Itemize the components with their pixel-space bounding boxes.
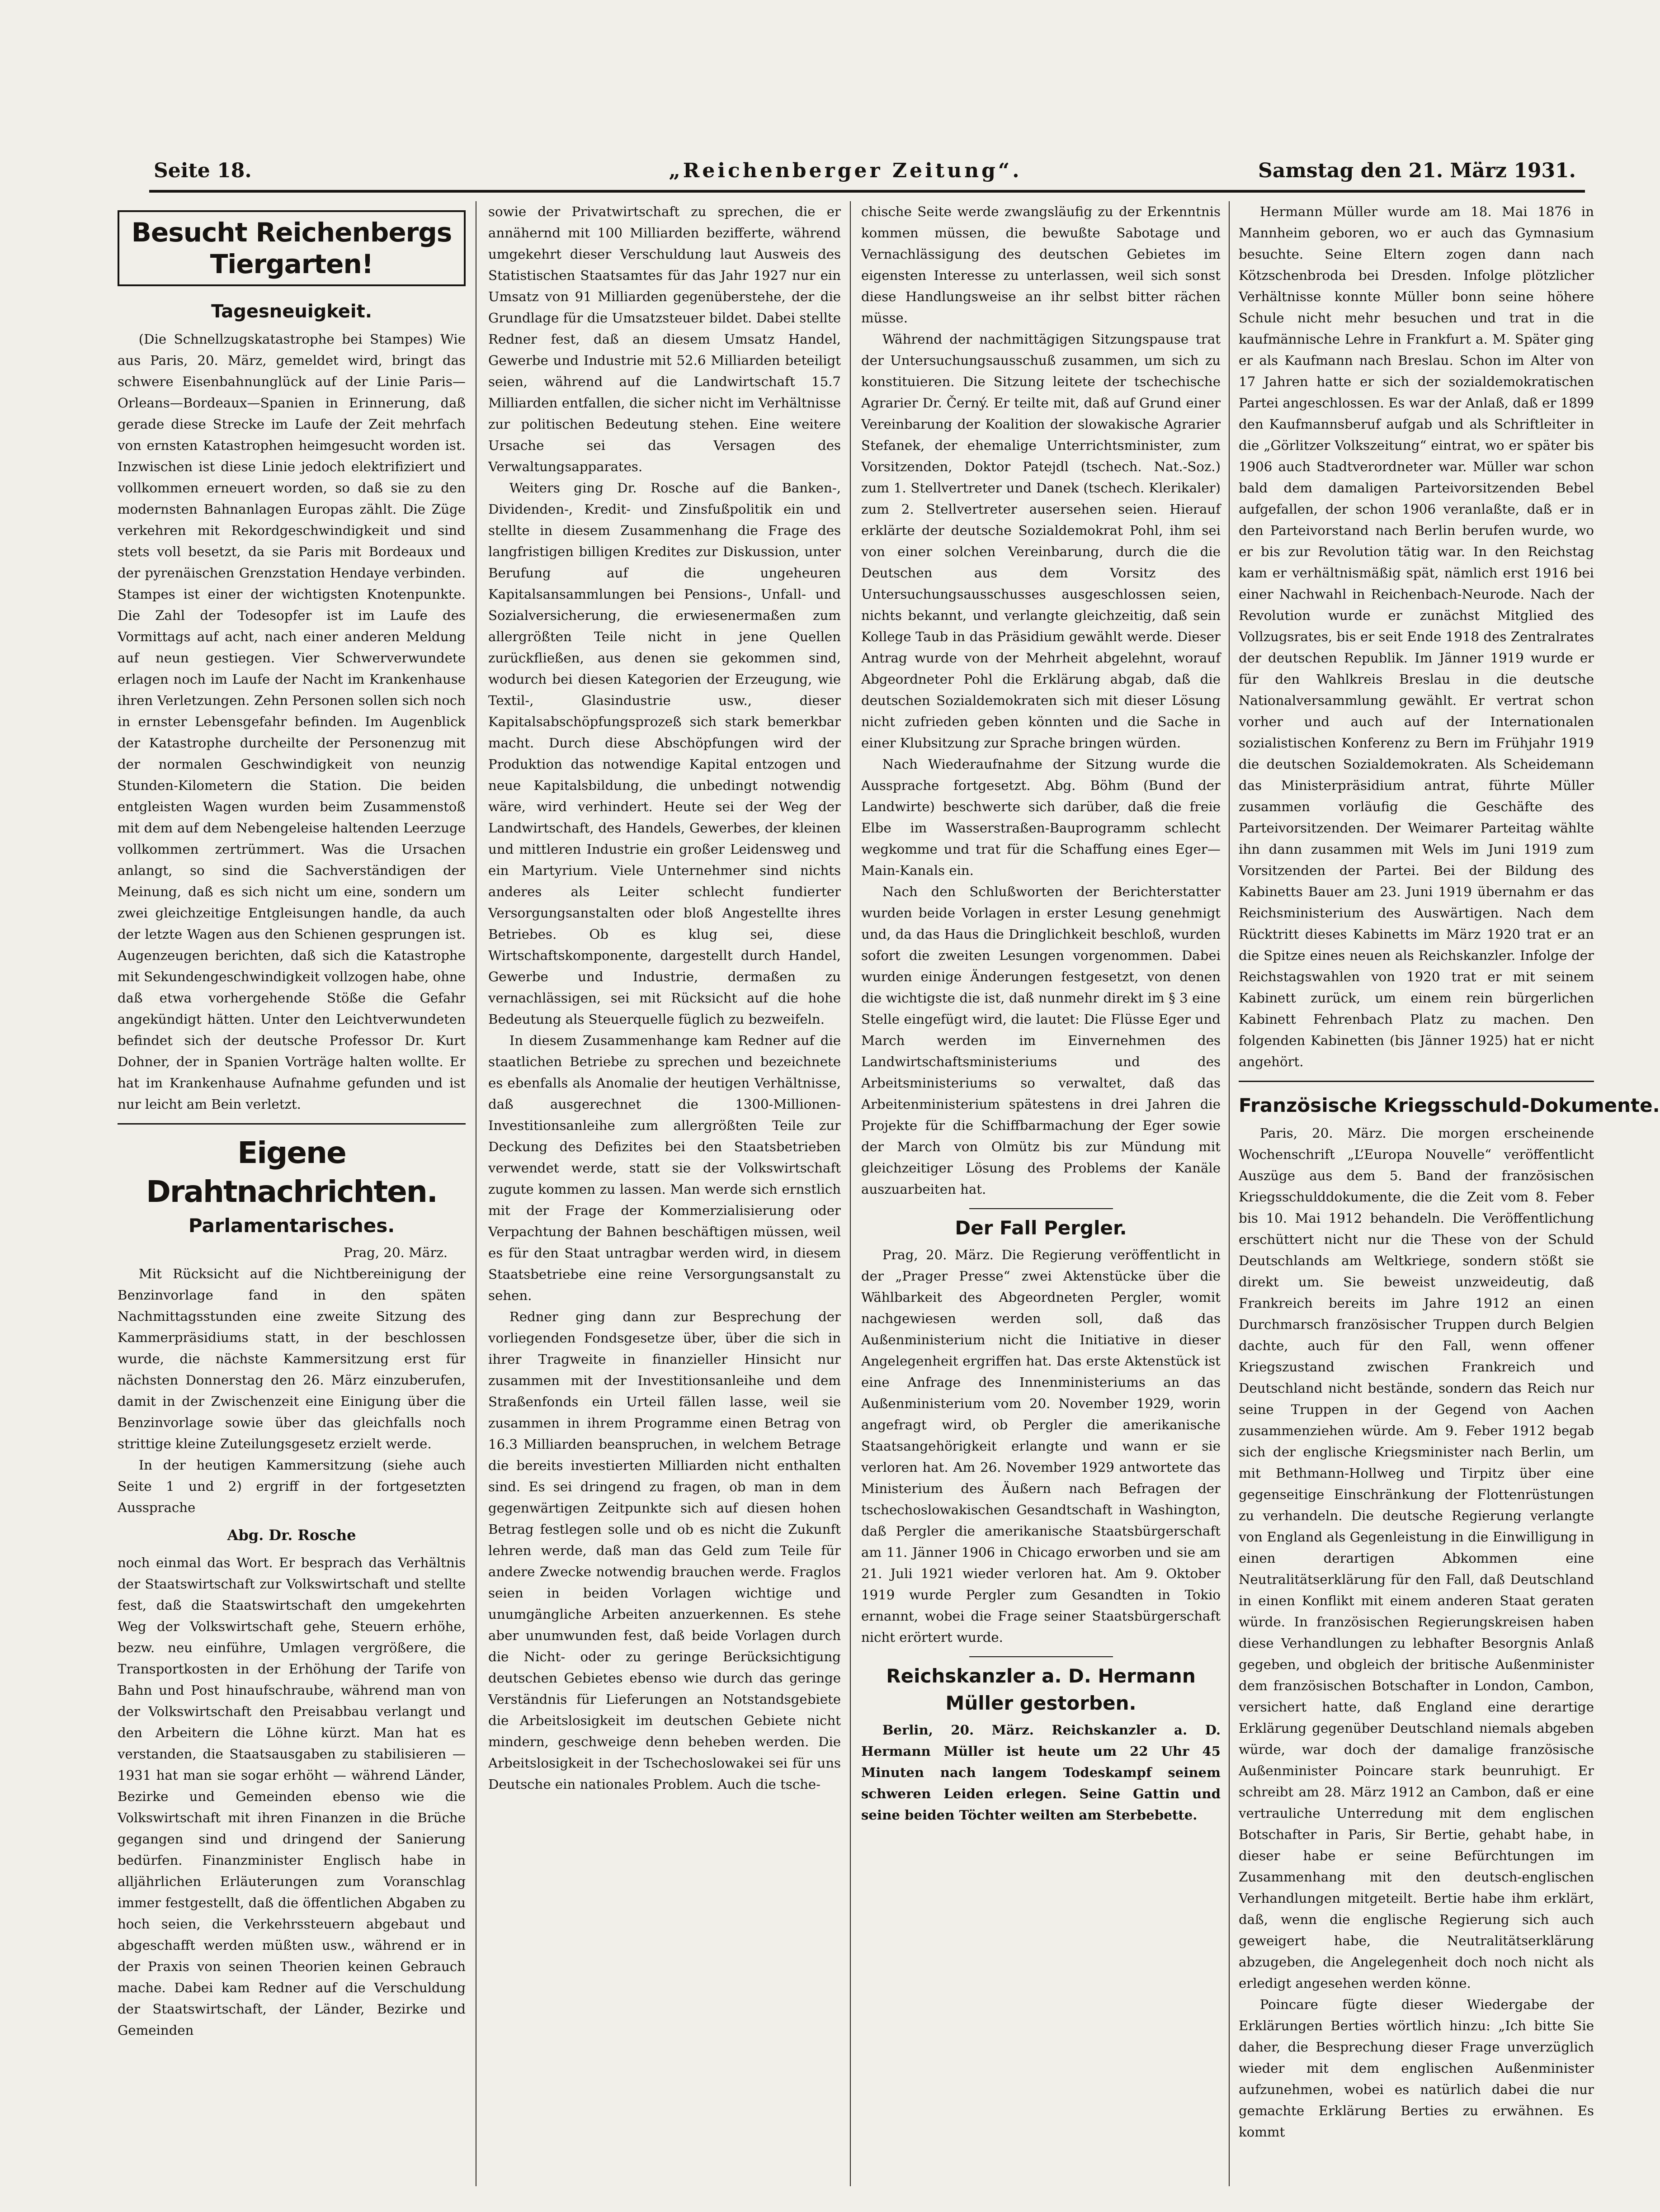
column-1 [118, 201, 466, 2186]
article-paragraph: In der heutigen Kammersitzung (siehe auch Seite 1 und 2) ergriff in der fortgesetzten Aussprache [118, 1457, 466, 1515]
column-divider [850, 201, 851, 2186]
column-2 [488, 201, 841, 2186]
newspaper-name: „Reichenberger Zeitung“. [669, 159, 1022, 182]
article-paragraph: Redner ging dann zur Besprechung der vorliegenden Fondsgesetze über, über die sich in ihrer Tragweite in finanzieller Hinsicht nur zusammen mit der Investitionsanleihe und dem Straßenfonds ein Urteil fällen lasse, weil sie zusammen in ihrem Programme einen Betrag von 16.3 Milliarden beanspruchen, in welchem Betrage die bereits investierten Milliarden nicht enthalten sind. Es sei dringend zu fragen, ob man in dem gegenwärtigen Zeitpunkte sich auf diesen hohen Betrag festlegen solle und ob es nicht die Zukunft lehren werde, daß man das Geld zum Teile für andere Zwecke notwendig brauchen werde. Fraglos seien in beiden Vorlagen wichtige und unumgängliche Arbeiten anzuerkennen. Es stehe aber unumwunden fest, daß beide Vorlagen durch die Nicht- oder zu geringe Berücksichtigung deutschen Gebietes ebenso wie durch das geringe Verständnis für Lieferungen an Notstandsgebiete die Arbeitslosigkeit im deutschen Gebiete nicht mindern, geschweige denn beheben werden. Die Arbeitslosigkeit in der Tschechoslowakei sei für uns Deutsche ein nationales Problem. Auch die tsche- [488, 1309, 841, 1792]
article-paragraph: (Die Schnellzugskatastrophe bei Stampes) Wie aus Paris, 20. März, gemeldet wird, bringt das schwere Eisenbahnunglück auf der Linie Paris—Orleans—Bordeaux—Spanien in Erinnerung, daß gerade diese Strecke im Laufe der Zeit mehrfach von ernsten Katastrophen heimgesucht worden ist. Inzwischen ist diese Linie jedoch elektrifiziert und vollkommen erneuert worden, so daß sie zu den modernsten Bahnanlagen Europas zählt. Die Züge verkehren mit Rekordgeschwindigkeit und sind stets voll besetzt, da sie Paris mit Bordeaux und der pyrenäischen Grenzstation Hendaye verbinden. Stampes ist einer der wichtigsten Knotenpunkte. Die Zahl der Todesopfer ist im Laufe des Vormittags auf acht, nach einer anderen Meldung auf neun gestiegen. Vier Schwerverwundete erlagen noch im Laufe der Nacht im Krankenhause ihren Verletzungen. Zehn Personen sollen sich noch in ernster Lebensgefahr befinden. Im Augenblick der Katastrophe durcheilte der Personenzug mit der normalen Geschwindigkeit von neunzig Stunden-Kilometern die Station. Die beiden entgleisten Wagen wurden beim Zusammenstoß mit dem auf dem Nebengeleise haltenden Leerzuge vollkommen zertrümmert. Was die Ursachen anlangt, so sind die Sachverständigen der Meinung, daß es sich nicht um eine, sondern um zwei gleichzeitige Entgleisungen handle, da auch der letzte Wagen aus den Schienen gesprungen ist. Augenzeugen berichten, daß sich die Katastrophe mit Sekundengeschwindigkeit vollzogen habe, ohne daß etwa vorhergehende Stöße die Gefahr angekündigt hätten. Unter den Leichtverwundeten befindet sich der deutsche Professor Dr. Kurt Dohner, der in Spanien Vorträge halten wollte. Er hat im Krankenhause Aufnahme gefunden und ist nur leicht am Bein verletzt. [118, 331, 466, 1112]
section-heading: Eigene Drahtnachrichten. [146, 1135, 437, 1209]
article-title: Reichskanzler a. D. Hermann Müller gestorben. [886, 1665, 1196, 1714]
article-title: Französische Kriegsschuld-Dokumente. [1239, 1094, 1660, 1116]
section-subheading: Parlamentarisches. [188, 1215, 395, 1237]
column-divider [1229, 201, 1230, 2186]
article-title: Der Fall Pergler. [955, 1217, 1127, 1239]
column-4 [1239, 201, 1660, 2186]
article-paragraph: Weiters ging Dr. Rosche auf die Banken-, Dividenden-, Kredit- und Zinsfußpolitik ein und stellte in diesem Zusammenhang die Frage des langfristigen billigen Kredites zur Diskussion, unter Berufung auf die ungeheuren Kapitalsansammlungen bei Pensions-, Unfall- und Sozialversicherung, die erwiesenermaßen zum allergrößten Teile nicht in jene Quellen zurückfließen, aus denen sie gekommen sind, wodurch bei diesen Kategorien der Erzeugung, wie Textil-, Glasindustrie usw., dieser Kapitalsabschöpfungsprozeß sich stark bemerkbar macht. Durch diese Abschöpfungen wird der Produktion das notwendige Kapital entzogen und neue Kapitalsbildung, die unbedingt notwendig wäre, wird verhindert. Heute sei der Weg der Landwirtschaft, des Handels, Gewerbes, der kleinen und mittleren Industrie ein großer Leidensweg und ein Martyrium. Viele Unternehmer sind nichts anderes als Leiter schlecht fundierter Versorgungsanstalten oder bloß Angestellte ihres Betriebes. Ob es klug sei, diese Wirtschaftskomponente, dargestellt durch Handel, Gewerbe und Industrie, dermaßen zu vernachlässigen, sei mit Rücksicht auf die hohe Bedeutung als Steuerquelle füglich zu bezweifeln. [488, 480, 841, 1027]
article-paragraph: In diesem Zusammenhange kam Redner auf die staatlichen Betriebe zu sprechen und bezeichnete es ebenfalls als Anomalie der heutigen Verhältnisse, daß ausgerechnet die 1300-Millionen-Investitionsanleihe zum allergrößten Teile zur Deckung des Defizites bei den Staatsbetrieben verwendet werde, statt sie der Volkswirtschaft zugute kommen zu lassen. Man werde sich ernstlich mit der Frage der Kommerzialisierung oder Verpachtung der Bahnen beschäftigen müssen, weil es für den Staat untragbar werden wird, in diesem Staatsbetriebe eine reine Versorgungsanstalt zu sehen. [488, 1033, 841, 1303]
article-paragraph: Berlin, 20. März. Reichskanzler a. D. Hermann Müller ist heute um 22 Uhr 45 Minuten nach langem Todeskampf seinem schweren Leiden erlegen. Seine Gattin und seine beiden Töchter weilten am Sterbebette. [861, 1722, 1221, 1823]
section-title: Tagesneuigkeit. [211, 301, 372, 322]
issue-date: Samstag den 21. März 1931. [1258, 159, 1576, 182]
separator [969, 1656, 1113, 1657]
article-paragraph: Hermann Müller wurde am 18. Mai 1876 in Mannheim geboren, wo er auch das Gymnasium besuchte. Seine Eltern zogen dann nach Kötzschenbroda bei Dresden. Infolge plötzlicher Verhältnisse konnte Müller bonn seine höhere Schule nicht mehr besuchen und trat in die kaufmännische Lehre in Frankfurt a. M. Später ging er als Kaufmann nach Breslau. Schon im Alter von 17 Jahren hatte er sich der sozialdemokratischen Partei angeschlossen. Es war der Anlaß, daß er 1899 den Kaufmannsberuf aufgab und als Schriftleiter in die „Görlitzer Volkszeitung“ eintrat, wo er später bis 1906 auch Stadtverordneter war. Müller war schon bald dem damaligen Parteivorsitzenden Bebel aufgefallen, der schon 1906 veranlaßte, daß er in den Parteivorstand nach Berlin berufen wurde, wo er bis zur Revolution tätig war. In den Reichstag kam er verhältnismäßig spät, nämlich erst 1916 bei einer Nachwahl in Reichenbach-Neurode. Nach der Revolution wurde er zunächst Mitglied des Vollzugsrates, bis er seit Ende 1918 des Zentralrates der deutschen Republik. Im Jänner 1919 wurde er für den Wahlkreis Breslau in die deutsche Nationalversammlung gewählt. Er vertrat schon vorher und auch auf der Internationalen sozialistischen Konferenz zu Bern im Frühjahr 1919 die deutschen Sozialdemokraten. Als Scheidemann das Ministerpräsidium antrat, führte Müller zusammen vorläufig die Geschäfte des Parteivorsitzenden. Der Weimarer Parteitag wählte ihn dann zusammen mit Wels im Juni 1919 zum Vorsitzenden der Partei. Bei der Bildung des Kabinetts Bauer am 23. Juni 1919 übernahm er das Reichsministerium des Auswärtigen. Nach dem Rücktritt dieses Kabinetts im März 1920 trat er an die Spitze eines neuen als Reichskanzler. Infolge der Reichstagswahlen von 1920 trat er mit seinem Kabinett zurück, um einem rein bürgerlichen Kabinett Fehrenbach Platz zu machen. Den folgenden Kabinetten (bis Jänner 1925) hat er nicht angehört. [1239, 204, 1594, 1069]
dateline: Prag, 20. März. [344, 1245, 448, 1260]
article-paragraph: chische Seite werde zwangsläufig zu der Erkenntnis kommen müssen, die bewußte Sabotage und Vernachlässigung des deutschen Gebietes im eigensten Interesse zu unterlassen, weil sich sonst diese Handlungsweise an ihr selbst bitter rächen müsse. [861, 204, 1221, 326]
article-paragraph: Prag, 20. März. Die Regierung veröffentlicht in der „Prager Presse“ zwei Aktenstücke über die Wählbarkeit des Abgeordneten Pergler, womit nachgewiesen werden soll, daß das Außenministerium nicht die Initiative in dieser Angelegenheit ergriffen hat. Das erste Aktenstück ist eine Anfrage des Innenministeriums an das Außenministerium vom 20. November 1929, worin angefragt wird, ob Pergler die amerikanische Staatsangehörigkeit erlangte und wann er sie verloren hat. Am 26. November 1929 antwortete das Ministerium des Äußern nach Befragen der tschechoslowakischen Gesandtschaft in Washington, daß Pergler die amerikanische Staatsbürgerschaft am 11. Jänner 1906 in Chicago erworben und sie am 21. Juli 1921 wieder verloren hat. Am 9. Oktober 1919 wurde Pergler zum Gesandten in Tokio ernannt, wobei die Frage seiner Staatsbürgerschaft nicht erörtert wurde. [861, 1247, 1221, 1645]
speaker-name: Abg. Dr. Rosche [227, 1527, 356, 1544]
separator [118, 1123, 466, 1125]
article-paragraph: Mit Rücksicht auf die Nichtbereinigung der Benzinvorlage fand in den späten Nachmittagsstunden eine zweite Sitzung des Kammerpräsidiums statt, in der beschlossen wurde, die nächste Kammersitzung erst für nächsten Donnerstag den 26. März einzuberufen, damit in der Zwischenzeit eine Einigung über die Benzinvorlage sowie über das gleichfalls noch strittige kleine Zuteilungsgesetz erzielt werde. [118, 1266, 466, 1451]
article-paragraph: Während der nachmittägigen Sitzungspause trat der Untersuchungsausschuß zusammen, um sich zu konstituieren. Die Sitzung leitete der tschechische Agrarier Dr. Černý. Er teilte mit, daß auf Grund einer Vereinbarung der Koalition der slowakische Agrarier Stefanek, der ehemalige Unterrichtsminister, zum Vorsitzenden, Doktor Patejdl (tschech. Nat.-Soz.) zum 1. Stellvertreter und Danek (tschech. Klerikaler) zum 2. Stellvertreter ausersehen seien. Hierauf erklärte der deutsche Sozialdemokrat Pohl, ihm sei von einer solchen Vereinbarung, durch die die Deutschen aus dem Vorsitz des Untersuchungsausschusses ausgeschlossen seien, nichts bekannt, und verlangte gleichzeitig, daß sein Kollege Taub in das Präsidium gewählt werde. Dieser Antrag wurde von der Mehrheit abgelehnt, worauf Abgeordneter Pohl die Erklärung abgab, daß die deutschen Sozialdemokraten sich mit dieser Lösung nicht zufrieden geben könnten und die Sache in einer Klubsitzung zur Sprache bringen würden. [861, 331, 1221, 751]
article-paragraph: sowie der Privatwirtschaft zu sprechen, die er annähernd mit 100 Milliarden bezifferte, während umgekehrt dieser Verschuldung laut Ausweis des Statistischen Staatsamtes für das Jahr 1927 nur ein Umsatz von 91 Milliarden gegenüberstehe, der die Grundlage für die Umsatzsteuer bildet. Dabei stellte Redner fest, daß an diesem Umsatz Handel, Gewerbe und Industrie mit 52.6 Milliarden beteiligt seien, während auf die Landwirtschaft 15.7 Milliarden entfallen, die sicher nicht im Verhältnisse zur politischen Bedeutung stehen. Eine weitere Ursache sei das Versagen des Verwaltungsapparates. [488, 204, 841, 474]
header-rule [149, 190, 1585, 193]
article-paragraph: Paris, 20. März. Die morgen erscheinende Wochenschrift „L’Europa Nouvelle“ veröffentlicht Auszüge aus dem 5. Band der französischen Kriegsschulddokumente, die die Zeit vom 8. Feber bis 10. Mai 1912 behandeln. Die Veröffentlichung erschüttert nicht nur die These von der Schuld Deutschlands am Weltkriege, sondern stößt sie direkt um. Sie beweist unzweideutig, daß Frankreich bereits im Jahre 1912 an einen Durchmarsch französischer Truppen durch Belgien dachte, auch für den Fall, wenn offener Kriegszustand zwischen Frankreich und Deutschland nicht bestände, sondern das Reich nur seine Truppen in der Gegend von Aachen zusammenziehen würde. Am 9. Feber 1912 begab sich der englische Kriegsminister nach Berlin, um mit Bethmann-Hollweg und Tirpitz über eine gegenseitige Einschränkung der Flottenrüstungen zu verhandeln. Die deutsche Regierung verlangte von England als Gegenleistung in die Einwilligung in einen derartigen Abkommen eine Neutralitätserklärung für den Fall, daß Deutschland in einen Konflikt mit einem anderen Staat geraten würde. In französischen Regierungskreisen haben diese Verhandlungen zu lebhafter Besorgnis Anlaß gegeben, und obgleich der britische Außenminister dem französischen Botschafter in London, Cambon, versichert hatte, daß England eine derartige Erklärung gegenüber Deutschland niemals abgeben würde, war doch der damalige französische Außenminister Poincare stark beunruhigt. Er schreibt am 28. März 1912 an Cambon, daß er eine vertrauliche Unterredung mit dem englischen Botschafter in Paris, Sir Bertie, gehabt habe, in dieser habe er seine Befürchtungen im Zusammenhang mit den deutsch-englischen Verhandlungen mitgeteilt. Bertie habe ihm erklärt, daß, wenn die englische Regierung sich auch geweigert habe, die Neutralitätserklärung abzugeben, die Angelegenheit doch noch nicht als erledigt angesehen werden könne. [1239, 1125, 1594, 1991]
separator [1239, 1081, 1594, 1082]
zoo-advertisement: Besucht Reichenbergs Tiergarten! [118, 210, 466, 286]
article-paragraph: Poincare fügte dieser Wiedergabe der Erklärungen Berties wörtlich hinzu: „Ich bitte Sie daher, die Besprechung dieser Frage unverzüglich wieder mit dem englischen Außenminister aufzunehmen, wobei es natürlich dabei die nur gemachte Erklärung Berties zu erwähnen. Es kommt [1239, 1997, 1594, 2140]
article-paragraph: Nach den Schlußworten der Berichterstatter wurden beide Vorlagen in erster Lesung genehmigt und, da das Haus die Dringlichkeit beschloß, wurden sofort die zweiten Lesungen vorgenommen. Dabei wurden einige Änderungen festgesetzt, von denen die wichtigste die ist, daß nunmehr direkt im § 3 eine Stelle eingefügt wird, die lautet: Die Flüsse Eger und March werden im Einvernehmen des Landwirtschaftsministeriums und des Arbeitsministeriums so verwaltet, daß das Arbeitenministerium spätestens in drei Jahren die Projekte für die Schiffbarmachung der Eger sowie der March von Olmütz bis zur Mündung mit gleichzeitiger Lösung des Problems der Kanäle auszuarbeiten hat. [861, 884, 1221, 1197]
article-paragraph: Nach Wiederaufnahme der Sitzung wurde die Aussprache fortgesetzt. Abg. Böhm (Bund der Landwirte) beschwerte sich darüber, daß die freie Elbe im Wasserstraßen-Bauprogramm schlecht wegkomme und trat für die Schaffung eines Eger—Main-Kanals ein. [861, 756, 1221, 878]
page-number: Seite 18. [154, 159, 252, 182]
column-3 [861, 201, 1221, 2186]
separator [969, 1208, 1113, 1209]
article-paragraph: noch einmal das Wort. Er besprach das Verhältnis der Staatswirtschaft zur Volkswirtschaft und stellte fest, daß die Staatswirtschaft den umgekehrten Weg der Volkswirtschaft gehe, Steuern erhöhe, bezw. neu einführe, Umlagen vergrößere, die Transportkosten in der Erhöhung der Tarife von Bahn und Post hinaufschraube, während man von der Volkswirtschaft den Preisabbau verlangt und den Arbeitern die Löhne kürzt. Man hat es verstanden, die Staatsausgaben zu stabilisieren — 1931 hat man sie sogar erhöht — während Länder, Bezirke und Gemeinden ebenso wie die Volkswirtschaft mit ihren Finanzen in die Brüche gegangen sind und dringend der Sanierung bedürfen. Finanzminister Englisch habe in alljährlichen Erläuterungen zum Voranschlag immer festgestellt, daß die öffentlichen Abgaben zu hoch seien, die Verkehrssteuern abgebaut und abgeschafft werden müßten usw., während er in der Praxis von seinen Theorien keinen Gebrauch mache. Dabei kam Redner auf die Verschuldung der Staatswirtschaft, der Länder, Bezirke und Gemeinden [118, 1555, 466, 2038]
